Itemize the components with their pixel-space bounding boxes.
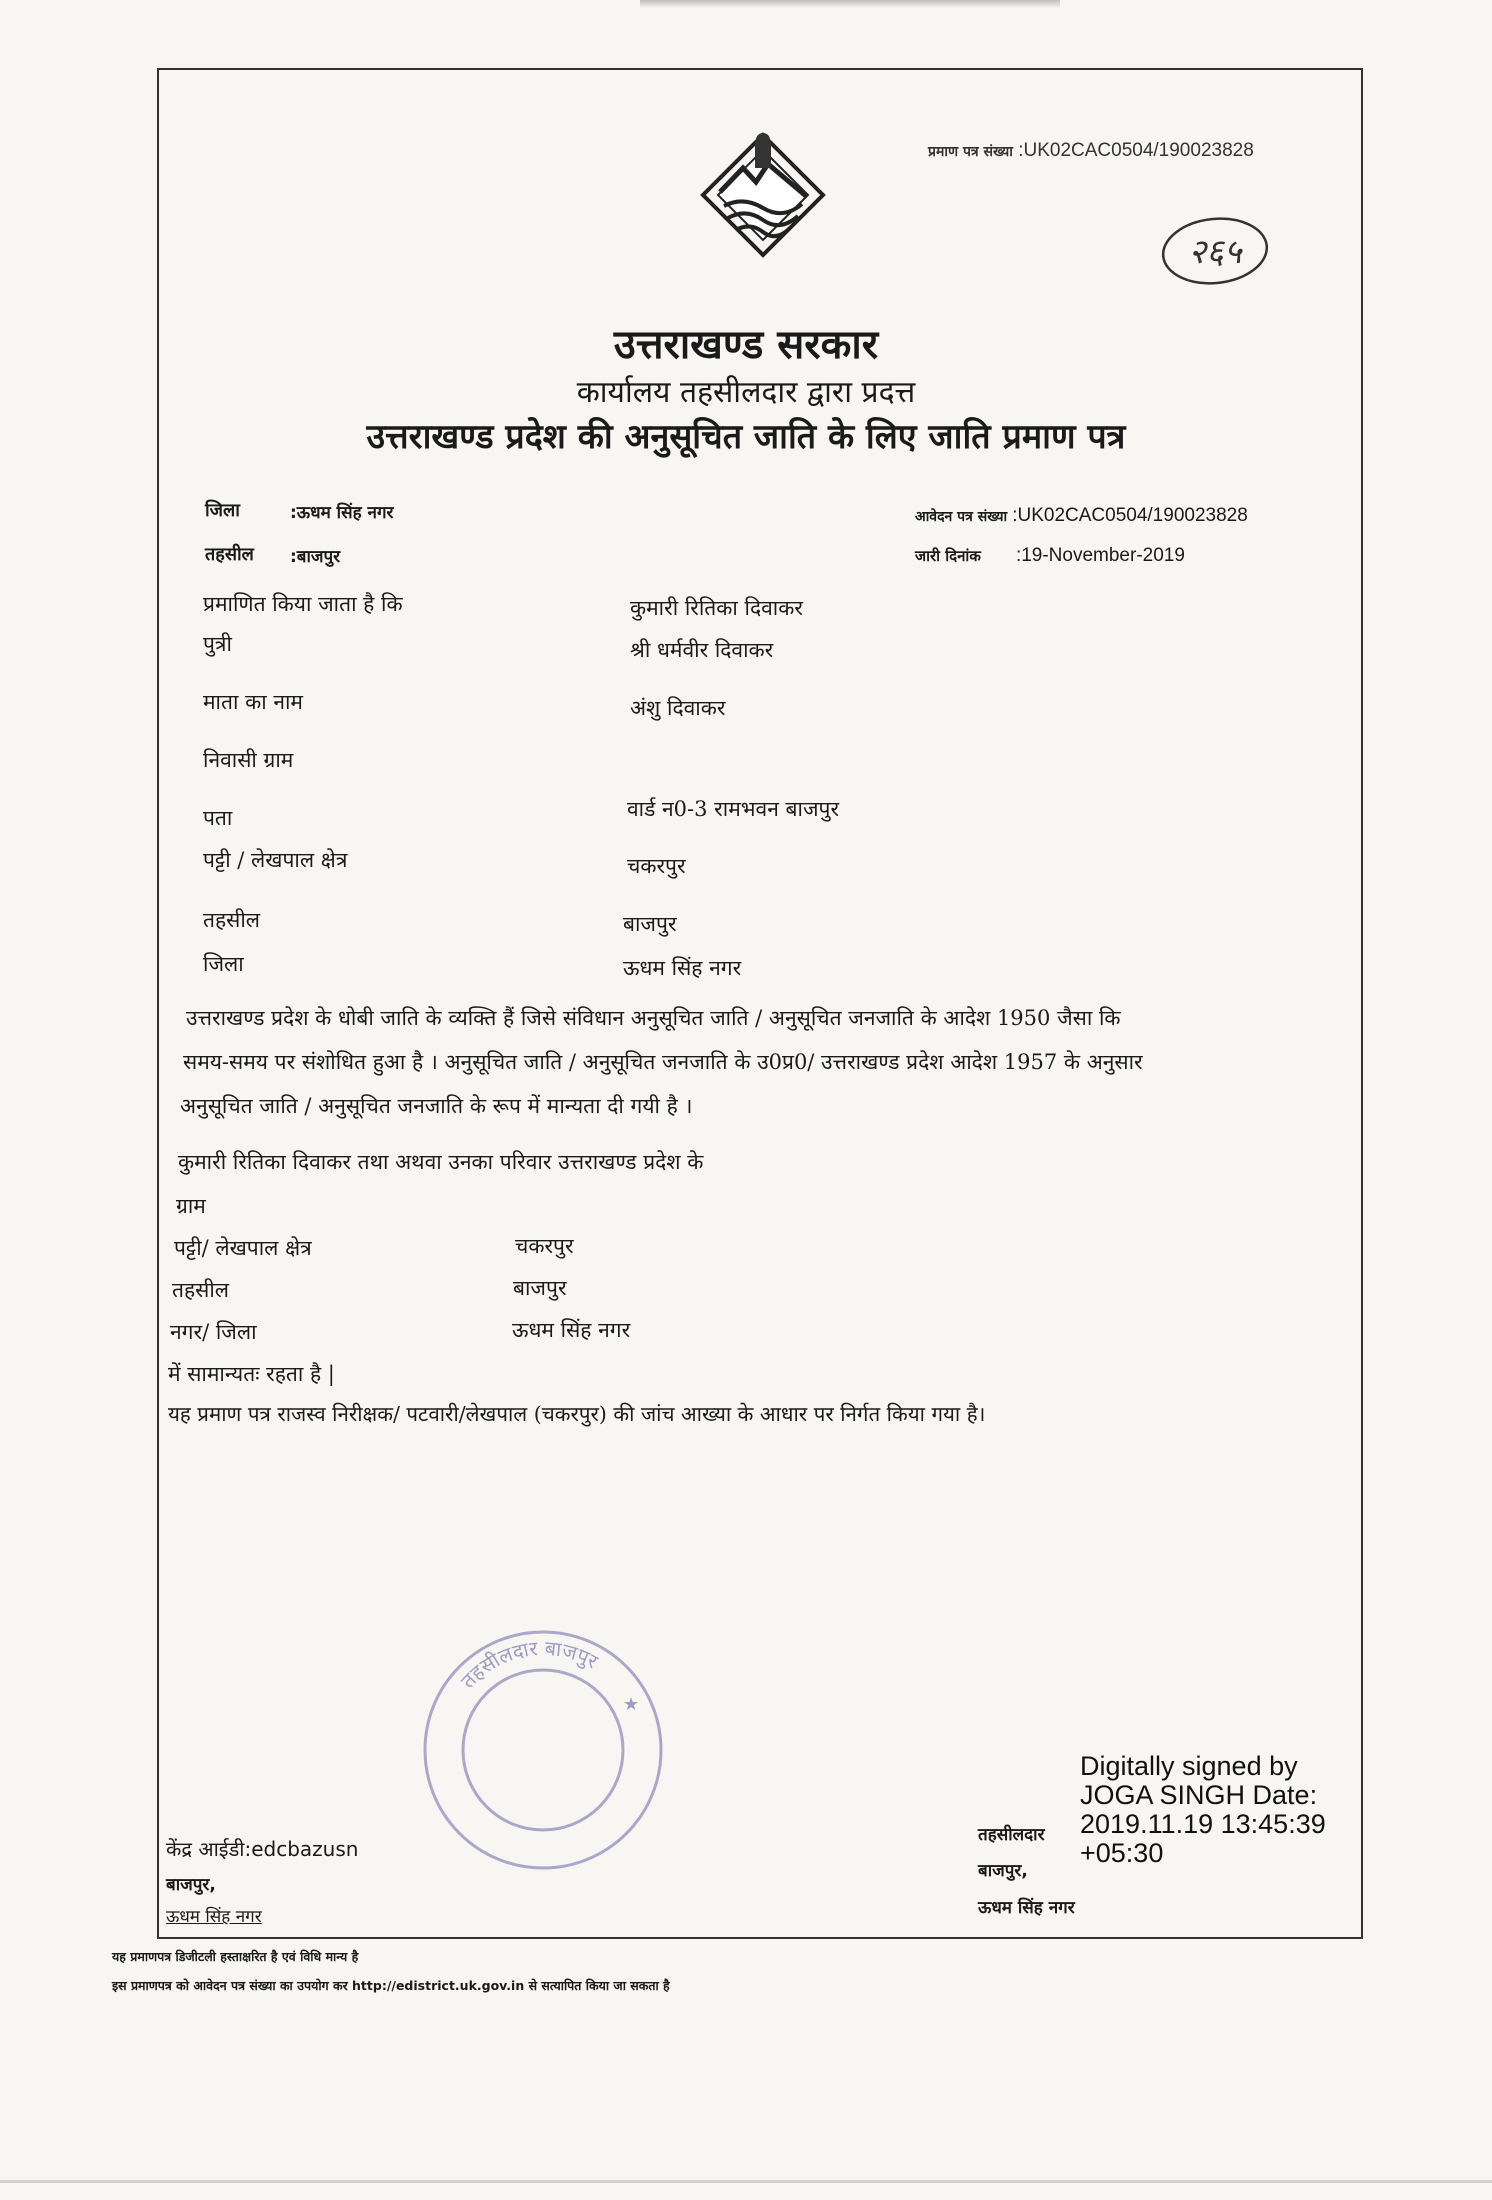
caste-statement-line-2: समय-समय पर संशोधित हुआ है । अनुसूचित जाति / अनुसूचित जनजाति के उ0प्र0/ उत्तराखण्ड प्रदेश आदेश 1957 के अनुसार [183,1050,1143,1074]
caste-statement-line-3: अनुसूचित जाति / अनुसूचित जनजाति के रूप में मान्यता दी गयी है । [180,1094,693,1118]
tehsildar-seal [418,1625,668,1875]
certificate-number [928,140,1254,162]
uttarakhand-emblem-icon [698,130,828,270]
daughter-of-label: पुत्री [203,632,232,656]
footer-place: बाजपुर, [166,1875,216,1895]
certificate-title: उत्तराखण्ड प्रदेश की अनुसूचित जाति के लिए जाति प्रमाण पत्र [366,417,1126,457]
certificate-number-label: प्रमाण पत्र संख्या [928,144,1013,160]
verification-note: इस प्रमाणपत्र को आवेदन पत्र संख्या का उपयोग कर http://edistrict.uk.gov.in से सत्यापित किया जा सकता है [112,1978,670,1993]
applicant-name: कुमारी रितिका दिवाकर [630,596,803,620]
patti-value: चकरपुर [627,854,686,878]
office-line: कार्यालय तहसीलदार द्वारा प्रदत्त [576,375,916,410]
address-label: पता [203,806,233,830]
district-detail-label: जिला [203,952,244,976]
signatory-place: बाजपुर, [978,1861,1028,1881]
annotation-text: २६५ [1188,232,1242,272]
certificate-number-value: :UK02CAC0504/190023828 [1018,140,1254,161]
village-label: निवासी ग्राम [203,748,294,772]
issue-date [915,545,1185,567]
application-number-value: :UK02CAC0504/190023828 [1012,505,1248,526]
handwritten-annotation [1160,215,1270,287]
usually-resides: में सामान्यतः रहता है | [168,1362,335,1386]
patti-label: पट्टी / लेखपाल क्षेत्र [203,848,348,872]
footer-district: ऊधम सिंह नगर [166,1907,262,1927]
mother-name-label: माता का नाम [203,690,303,714]
residence-district-value: ऊधम सिंह नगर [512,1318,631,1342]
seal-star-icon: ★ [623,1694,640,1715]
scan-shadow-bottom [0,2180,1492,2183]
signatory-district: ऊधम सिंह नगर [978,1898,1075,1918]
digital-signature-note: यह प्रमाणपत्र डिजीटली हस्ताक्षरित है एवं विधि मान्य है [112,1949,359,1964]
digital-signature-text: Digitally signed by JOGA SINGH Date: 2019.11.19 13:45:39 +05:30 [1080,1751,1326,1868]
district-value: :ऊधम सिंह नगर [290,503,394,523]
residence-patti-value: चकरपुर [515,1234,574,1258]
caste-statement-line-1: उत्तराखण्ड प्रदेश के धोबी जाति के व्यक्ति हैं जिसे संविधान अनुसूचित जाति / अनुसूचित जनजाति के आदेश 1950 जैसा कि [186,1006,1121,1030]
residence-tehsil-value: बाजपुर [513,1276,567,1300]
application-number-label: आवेदन पत्र संख्या [915,509,1008,525]
issue-date-label: जारी दिनांक [915,547,981,565]
tehsil-label: तहसील [205,544,254,565]
signatory-designation: तहसीलदार [978,1825,1045,1845]
address-value: वार्ड न0-3 रामभवन बाजपुर [627,797,840,821]
center-id: केंद्र आईडी:edcbazusn [166,1837,359,1861]
father-name: श्री धर्मवीर दिवाकर [630,638,774,662]
certified-label: प्रमाणित किया जाता है कि [203,592,403,616]
tehsil-value: :बाजपुर [290,547,341,567]
tehsil-detail-label: तहसील [203,908,260,932]
scan-shadow-top [640,0,1060,8]
application-number [915,505,1248,527]
residence-patti-label: पट्टी/ लेखपाल क्षेत्र [174,1236,312,1260]
residence-village-label: ग्राम [176,1194,206,1218]
seal-text: तहसीलदार बाजपुर [455,1635,602,1693]
residence-tehsil-label: तहसील [172,1278,229,1302]
district-detail-value: ऊधम सिंह नगर [623,956,742,980]
mother-name: अंशु दिवाकर [630,696,726,720]
government-title: उत्तराखण्ड सरकार [613,321,879,368]
tehsil-detail-value: बाजपुर [623,912,677,936]
district-label: जिला [205,500,240,521]
issue-date-value: :19-November-2019 [1015,545,1185,566]
svg-text:तहसीलदार बाजपुर [456,1636,603,1693]
resident-statement: कुमारी रितिका दिवाकर तथा अथवा उनका परिवार उत्तराखण्ड प्रदेश के [178,1150,704,1174]
report-statement: यह प्रमाण पत्र राजस्व निरीक्षक/ पटवारी/लेखपाल (चकरपुर) की जांच आख्या के आधार पर निर्गत किया गया है। [168,1402,986,1426]
residence-district-label: नगर/ जिला [170,1320,257,1344]
